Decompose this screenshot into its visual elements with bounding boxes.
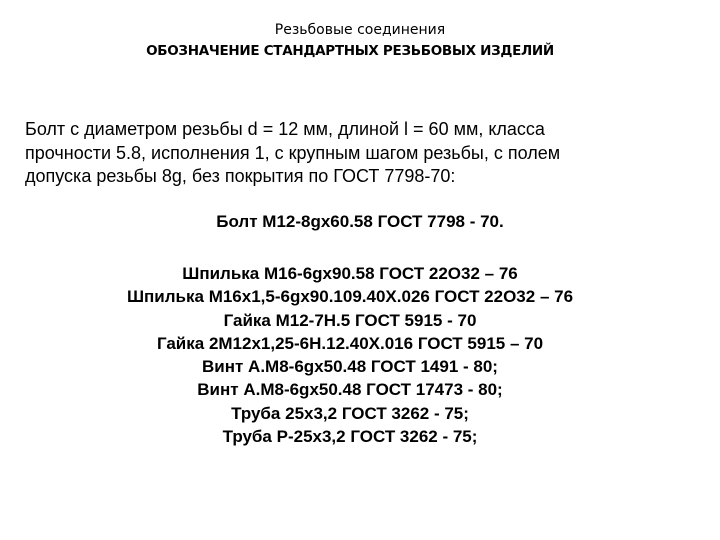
slide-topic: Резьбовые соединения — [274, 22, 446, 38]
main-designation: Болт М12-8gх60.58 ГОСТ 7798 - 70. — [216, 212, 504, 231]
example-item: Винт А.М8-6gх50.48 ГОСТ 1491 - 80; — [202, 357, 498, 377]
bolt-description — [25, 118, 705, 189]
description-line: допуска резьбы 8g, без покрытия по ГОСТ 7798-70: — [25, 166, 456, 186]
example-item: Винт А.М8-6gх50.48 ГОСТ 17473 - 80; — [197, 380, 503, 400]
example-item: Гайка М12-7Н.5 ГОСТ 5915 - 70 — [223, 310, 477, 330]
example-item: Труба Р-25х3,2 ГОСТ 3262 - 75; — [222, 427, 478, 447]
description-line: Болт с диаметром резьбы d = 12 мм, длиной l = 60 мм, класса — [25, 119, 545, 139]
example-item: Шпилька М16-6gх90.58 ГОСТ 22О32 – 76 — [182, 264, 518, 283]
example-item: Труба 25х3,2 ГОСТ 3262 - 75; — [231, 403, 469, 423]
slide-heading: ОБОЗНАЧЕНИЕ СТАНДАРТНЫХ РЕЗЬБОВЫХ ИЗДЕЛИЙ — [146, 43, 554, 59]
description-line: прочности 5.8, исполнения 1, с крупным шагом резьбы, с полем — [25, 142, 561, 163]
example-item: Гайка 2М12х1,25-6Н.12.40Х.016 ГОСТ 5915 – 70 — [156, 333, 544, 353]
designation-examples — [0, 262, 700, 448]
example-item: Шпилька М16х1,5-6gх90.109.40Х.026 ГОСТ 22О32 – 76 — [126, 287, 574, 307]
